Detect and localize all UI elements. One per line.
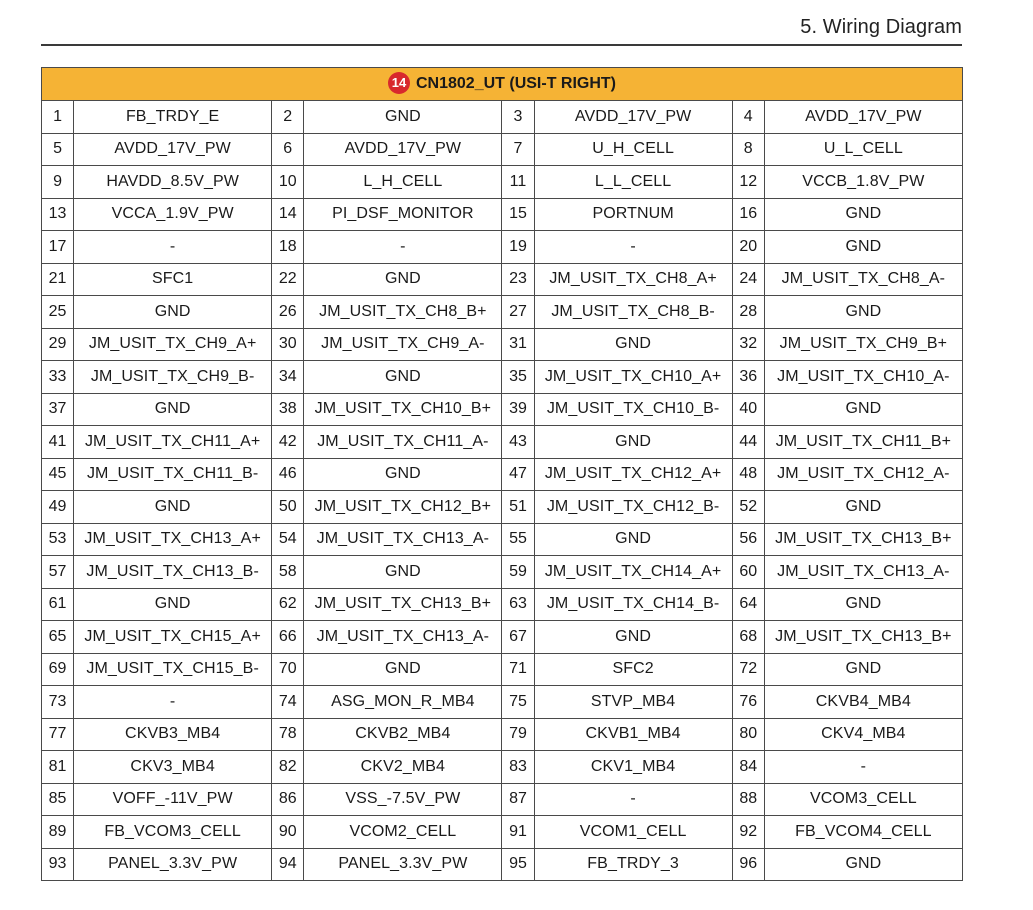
pin-number: 49 [42,491,74,524]
signal-name: JM_USIT_TX_CH8_B- [534,296,732,329]
pin-number: 12 [732,166,764,199]
table-row [42,816,963,849]
table-row [42,621,963,654]
signal-name: JM_USIT_TX_CH10_A+ [534,361,732,394]
pin-number: 86 [272,783,304,816]
pin-number: 79 [502,718,534,751]
pin-number: 95 [502,848,534,881]
pin-number: 52 [732,491,764,524]
signal-name: GND [304,101,502,134]
pin-number: 51 [502,491,534,524]
table-row [42,523,963,556]
signal-name: PANEL_3.3V_PW [74,848,272,881]
pin-number: 24 [732,263,764,296]
table-row [42,751,963,784]
pin-number: 50 [272,491,304,524]
pin-number: 62 [272,588,304,621]
table-row [42,133,963,166]
pin-number: 74 [272,686,304,719]
pin-number: 59 [502,556,534,589]
pin-number: 88 [732,783,764,816]
pin-number: 16 [732,198,764,231]
signal-name: JM_USIT_TX_CH13_A- [304,523,502,556]
signal-name: GND [534,328,732,361]
signal-name: PANEL_3.3V_PW [304,848,502,881]
signal-name: JM_USIT_TX_CH13_A+ [74,523,272,556]
pin-number: 17 [42,231,74,264]
signal-name: AVDD_17V_PW [74,133,272,166]
table-row [42,718,963,751]
pin-number: 96 [732,848,764,881]
pin-number: 10 [272,166,304,199]
pin-number: 2 [272,101,304,134]
signal-name: GND [534,523,732,556]
signal-name: JM_USIT_TX_CH12_A+ [534,458,732,491]
pin-number: 39 [502,393,534,426]
pin-number: 58 [272,556,304,589]
signal-name: JM_USIT_TX_CH11_B- [74,458,272,491]
table-row [42,686,963,719]
signal-name: CKV2_MB4 [304,751,502,784]
signal-name: JM_USIT_TX_CH10_B- [534,393,732,426]
signal-name: FB_TRDY_3 [534,848,732,881]
signal-name: JM_USIT_TX_CH8_A+ [534,263,732,296]
signal-name: U_H_CELL [534,133,732,166]
signal-name: JM_USIT_TX_CH10_B+ [304,393,502,426]
pin-number: 76 [732,686,764,719]
table-row [42,588,963,621]
pin-number: 14 [272,198,304,231]
pin-number: 80 [732,718,764,751]
pin-number: 84 [732,751,764,784]
pin-number: 5 [42,133,74,166]
signal-name: GND [764,491,962,524]
pin-number: 33 [42,361,74,394]
pin-number: 46 [272,458,304,491]
pin-number: 53 [42,523,74,556]
table-row [42,296,963,329]
signal-name: GND [304,556,502,589]
signal-name: JM_USIT_TX_CH8_B+ [304,296,502,329]
pin-number: 89 [42,816,74,849]
table-row [42,328,963,361]
pin-number: 67 [502,621,534,654]
signal-name: - [74,686,272,719]
pin-number: 71 [502,653,534,686]
signal-name: GND [304,263,502,296]
table-row [42,556,963,589]
pin-number: 1 [42,101,74,134]
pin-number: 42 [272,426,304,459]
table-row [42,263,963,296]
pin-number: 34 [272,361,304,394]
signal-name: U_L_CELL [764,133,962,166]
section-divider [41,44,962,46]
signal-name: JM_USIT_TX_CH11_B+ [764,426,962,459]
pin-number: 15 [502,198,534,231]
pin-number: 69 [42,653,74,686]
pin-number: 92 [732,816,764,849]
pin-number: 81 [42,751,74,784]
signal-name: CKVB4_MB4 [764,686,962,719]
table-row [42,198,963,231]
signal-name: GND [764,393,962,426]
pin-number: 20 [732,231,764,264]
pin-number: 56 [732,523,764,556]
pin-number: 75 [502,686,534,719]
pin-number: 61 [42,588,74,621]
table-row [42,393,963,426]
signal-name: JM_USIT_TX_CH13_B+ [764,621,962,654]
signal-name: FB_VCOM4_CELL [764,816,962,849]
signal-name: SFC1 [74,263,272,296]
pin-number: 77 [42,718,74,751]
signal-name: VCOM1_CELL [534,816,732,849]
pin-number: 94 [272,848,304,881]
signal-name: JM_USIT_TX_CH13_B+ [304,588,502,621]
signal-name: PORTNUM [534,198,732,231]
pin-number: 19 [502,231,534,264]
pin-number: 28 [732,296,764,329]
pin-number: 7 [502,133,534,166]
pin-number: 30 [272,328,304,361]
signal-name: CKV3_MB4 [74,751,272,784]
signal-name: VCCA_1.9V_PW [74,198,272,231]
signal-name: FB_TRDY_E [74,101,272,134]
table-row [42,166,963,199]
signal-name: GND [74,296,272,329]
pin-number: 60 [732,556,764,589]
pin-number: 3 [502,101,534,134]
signal-name: SFC2 [534,653,732,686]
signal-name: JM_USIT_TX_CH10_A- [764,361,962,394]
signal-name: - [74,231,272,264]
table-row [42,101,963,134]
pin-number: 26 [272,296,304,329]
signal-name: CKV1_MB4 [534,751,732,784]
signal-name: GND [304,458,502,491]
signal-name: GND [764,296,962,329]
signal-name: JM_USIT_TX_CH12_A- [764,458,962,491]
table-row [42,426,963,459]
pin-number: 35 [502,361,534,394]
signal-name: GND [74,491,272,524]
table-row [42,491,963,524]
signal-name: VSS_-7.5V_PW [304,783,502,816]
signal-name: VCOM2_CELL [304,816,502,849]
pin-number: 11 [502,166,534,199]
signal-name: JM_USIT_TX_CH15_B- [74,653,272,686]
signal-name: JM_USIT_TX_CH12_B- [534,491,732,524]
pin-number: 4 [732,101,764,134]
signal-name: JM_USIT_TX_CH12_B+ [304,491,502,524]
signal-name: AVDD_17V_PW [304,133,502,166]
pin-number: 22 [272,263,304,296]
pin-number: 38 [272,393,304,426]
pin-number: 40 [732,393,764,426]
signal-name: VOFF_-11V_PW [74,783,272,816]
pin-number: 47 [502,458,534,491]
signal-name: JM_USIT_TX_CH14_A+ [534,556,732,589]
pin-number: 85 [42,783,74,816]
signal-name: CKVB3_MB4 [74,718,272,751]
table-row [42,361,963,394]
signal-name: FB_VCOM3_CELL [74,816,272,849]
pin-number: 90 [272,816,304,849]
pin-number: 82 [272,751,304,784]
section-header [0,0,962,46]
signal-name: GND [74,393,272,426]
signal-name: GND [74,588,272,621]
pin-number: 18 [272,231,304,264]
signal-name: GND [764,848,962,881]
pin-number: 23 [502,263,534,296]
signal-name: JM_USIT_TX_CH15_A+ [74,621,272,654]
signal-name: GND [534,621,732,654]
pin-number: 48 [732,458,764,491]
pin-number: 9 [42,166,74,199]
connector-pin-table [41,67,963,881]
signal-name: JM_USIT_TX_CH8_A- [764,263,962,296]
pin-number: 64 [732,588,764,621]
signal-name: JM_USIT_TX_CH9_A- [304,328,502,361]
connector-number-badge: 14 [388,72,410,94]
pin-number: 25 [42,296,74,329]
signal-name: GND [534,426,732,459]
signal-name: - [764,751,962,784]
pin-number: 68 [732,621,764,654]
pin-number: 83 [502,751,534,784]
signal-name: L_H_CELL [304,166,502,199]
pin-number: 54 [272,523,304,556]
signal-name: L_L_CELL [534,166,732,199]
signal-name: JM_USIT_TX_CH13_A- [304,621,502,654]
pin-number: 73 [42,686,74,719]
signal-name: VCCB_1.8V_PW [764,166,962,199]
signal-name: CKVB1_MB4 [534,718,732,751]
pin-number: 93 [42,848,74,881]
signal-name: GND [764,198,962,231]
pin-number: 57 [42,556,74,589]
pin-number: 44 [732,426,764,459]
signal-name: JM_USIT_TX_CH9_B+ [764,328,962,361]
pin-number: 66 [272,621,304,654]
signal-name: - [534,783,732,816]
pin-number: 70 [272,653,304,686]
signal-name: HAVDD_8.5V_PW [74,166,272,199]
section-title: 5. Wiring Diagram [800,16,962,38]
pin-number: 87 [502,783,534,816]
pin-number: 65 [42,621,74,654]
signal-name: GND [764,653,962,686]
signal-name: ASG_MON_R_MB4 [304,686,502,719]
signal-name: JM_USIT_TX_CH11_A+ [74,426,272,459]
table-row [42,653,963,686]
pin-number: 63 [502,588,534,621]
pin-number: 29 [42,328,74,361]
pin-number: 43 [502,426,534,459]
pin-number: 45 [42,458,74,491]
table-row [42,458,963,491]
signal-name: VCOM3_CELL [764,783,962,816]
table-row [42,231,963,264]
pin-number: 13 [42,198,74,231]
pin-number: 6 [272,133,304,166]
signal-name: CKV4_MB4 [764,718,962,751]
pin-number: 55 [502,523,534,556]
pin-number: 21 [42,263,74,296]
signal-name: GND [764,231,962,264]
signal-name: GND [304,653,502,686]
pin-number: 31 [502,328,534,361]
signal-name: - [304,231,502,264]
pin-number: 8 [732,133,764,166]
signal-name: JM_USIT_TX_CH14_B- [534,588,732,621]
signal-name: AVDD_17V_PW [534,101,732,134]
signal-name: PI_DSF_MONITOR [304,198,502,231]
signal-name: JM_USIT_TX_CH13_A- [764,556,962,589]
signal-name: GND [764,588,962,621]
pin-number: 41 [42,426,74,459]
signal-name: AVDD_17V_PW [764,101,962,134]
signal-name: GND [304,361,502,394]
pin-number: 32 [732,328,764,361]
pin-number: 37 [42,393,74,426]
signal-name: JM_USIT_TX_CH13_B- [74,556,272,589]
pin-number: 91 [502,816,534,849]
table-row [42,848,963,881]
connector-title: CN1802_UT (USI-T RIGHT) [415,75,617,92]
signal-name: JM_USIT_TX_CH13_B+ [764,523,962,556]
signal-name: - [534,231,732,264]
pin-number: 27 [502,296,534,329]
signal-name: CKVB2_MB4 [304,718,502,751]
connector-title-bar [42,68,963,101]
pin-number: 72 [732,653,764,686]
pin-number: 78 [272,718,304,751]
signal-name: JM_USIT_TX_CH9_A+ [74,328,272,361]
table-row [42,783,963,816]
connector-title-row [42,68,963,101]
pin-number: 36 [732,361,764,394]
pin-rows [42,101,963,881]
signal-name: JM_USIT_TX_CH11_A- [304,426,502,459]
signal-name: STVP_MB4 [534,686,732,719]
signal-name: JM_USIT_TX_CH9_B- [74,361,272,394]
